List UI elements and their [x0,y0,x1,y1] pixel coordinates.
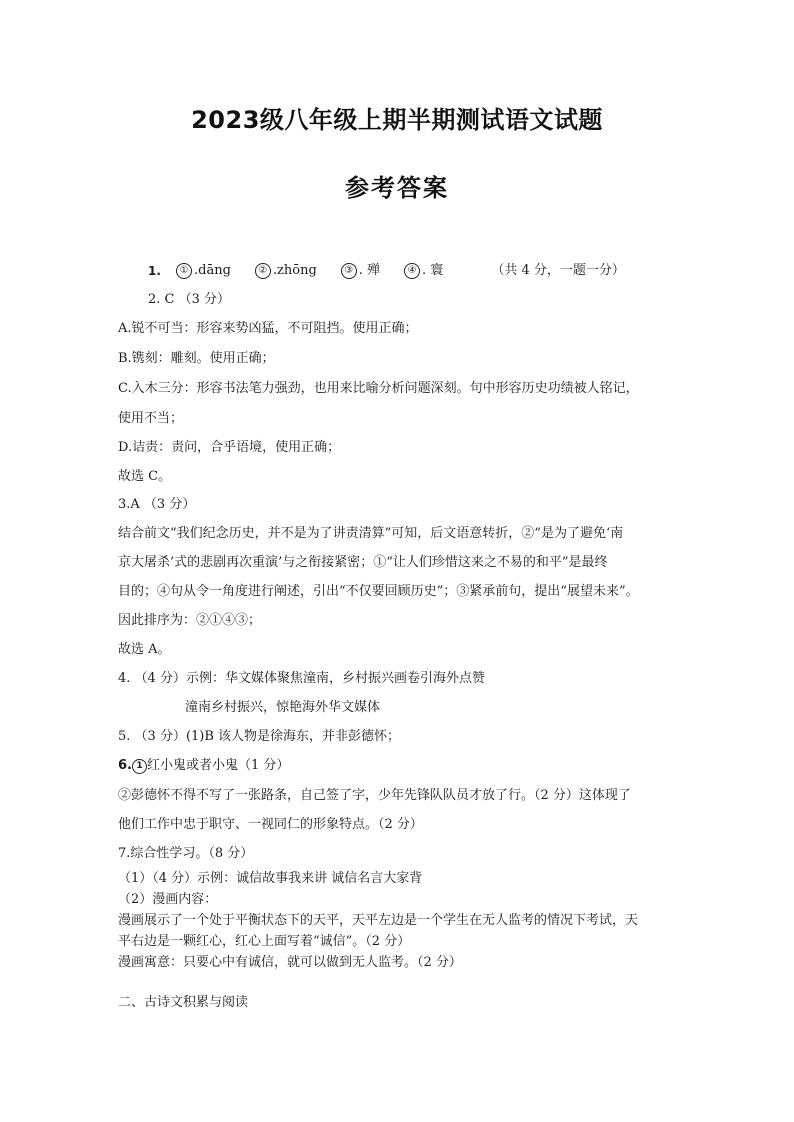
q7-part-2-heading: （2）漫画内容： [118,892,218,907]
q1-item-1 [176,262,231,280]
circled-number-4: ④ [404,263,420,279]
question-4-answer: 4. （4 分）示例：华文媒体聚焦潼南，乡村振兴画卷引海外点赞 [118,671,485,686]
q6-part-2-line-1: ②彭德怀不得不写了一张路条，自己签了字，少年先锋队队员才放了行。（2 分）这体现了 [118,788,631,803]
q3-explanation-line-4: 因此排序为：②①④③； [118,613,262,628]
q6-part-2-line-2: 他们工作中忠于职守、一视同仁的形象特点。（2 分） [118,817,423,832]
q1-item-2-text: .zhōng [272,263,317,278]
section-2-heading: 二、古诗文积累与阅读 [118,995,249,1010]
q3-explanation-line-1: 结合前文“我们纪念历史，并不是为了讲责清算”可知，后文语意转折，②“是为了避免‘南 [118,526,624,541]
circled-number-3: ③ [341,263,357,279]
q1-item-3 [341,262,380,280]
q2-conclusion: 故选 C。 [118,469,172,484]
circled-number-2: ② [255,263,271,279]
q7-comic-meaning: 漫画寓意：只要心中有诚信，就可以做到无人监考。（2 分） [118,955,462,970]
q1-score-note: （共 4 分，一题一分） [491,263,625,278]
q6-part-1-text: 红小鬼或者小鬼（1 分） [146,758,290,773]
page-subtitle: 参考答案 [345,174,449,202]
circled-number-1: 1 [132,759,147,774]
q1-item-2 [255,262,317,280]
q2-option-c-line-1: C.入木三分：形容书法笔力强劲，也用来比喻分析问题深刻。句中形容历史功绩被人铭记， [118,381,639,396]
q4-example-2: 潼南乡村振兴，惊艳海外华文媒体 [185,700,381,715]
question-6-number: 6. [118,758,132,773]
question-6-answer-part-1 [118,757,289,775]
q2-option-c-line-2: 使用不当； [118,411,184,426]
q3-explanation-line-3: 目的；④句从令一角度进行阐述，引出“不仅要回顾历史”；③紧承前句，提出“展望未来”。 [118,584,639,599]
q3-explanation-line-2: 京大屠杀’式的悲剧再次重演’与之衔接紧密；①“让人们珍惜这来之不易的和平”是最终 [118,555,608,570]
page-title: 2023级八年级上期半期测试语文试题 [191,106,603,134]
question-2-answer: 2. C （3 分） [148,292,231,307]
q2-option-d: D.诘责：责问，合乎语境，使用正确； [118,440,341,455]
q1-item-3-text: . 殚 [358,263,381,278]
q7-comic-content-line-2: 平右边是一颗红心，红心上面写着“诚信”。（2 分） [118,934,411,949]
q3-conclusion: 故选 A。 [118,642,171,657]
question-3-answer: 3.A （3 分） [118,497,196,512]
q2-option-a: A.锐不可当：形容来势凶猛，不可阻挡。使用正确； [118,321,418,336]
question-5-answer: 5. （3 分）(1)B 该人物是徐海东，并非彭德怀； [118,729,401,744]
q1-item-4-text: . 寰 [422,263,444,278]
circled-number-1: ① [176,263,192,279]
question-7-answer: 7.综合性学习。（8 分） [118,846,254,861]
q1-item-1-text: .dāng [194,263,231,278]
q7-part-1: （1）（4 分）示例：诚信故事我来讲 诚信名言大家背 [118,871,423,886]
q1-item-4 [404,262,443,280]
q2-option-b: B.镌刻：雕刻。使用正确； [118,351,275,366]
question-1-number: 1. [148,264,161,278]
question-1-answer [148,262,625,280]
q7-comic-content-line-1: 漫画展示了一个处于平衡状态下的天平，天平左边是一个学生在无人监考的情况下考试，天 [118,913,639,928]
